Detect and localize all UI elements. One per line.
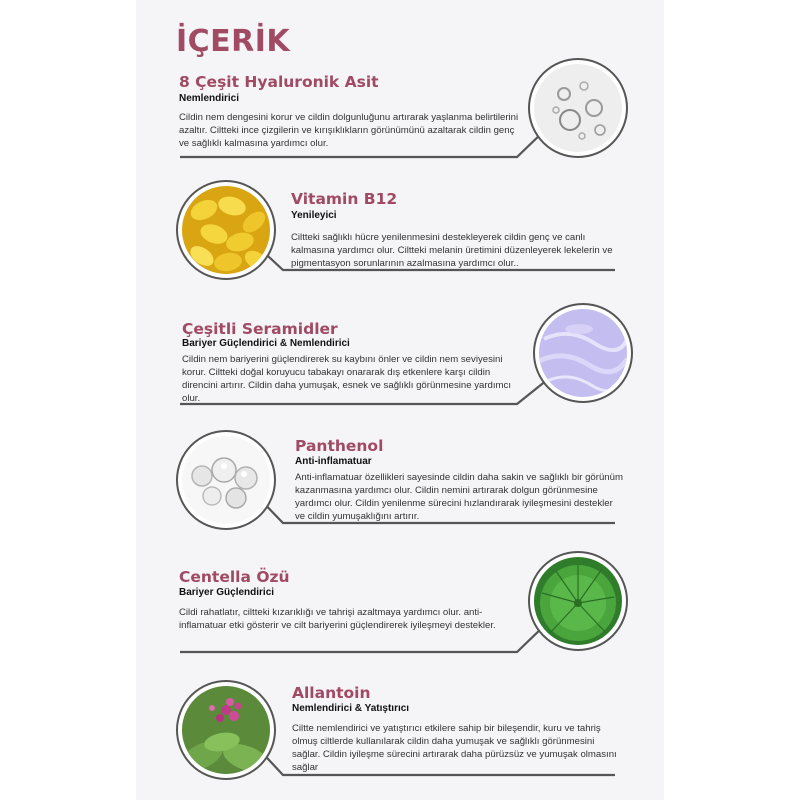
page-title: İÇERİK <box>176 24 291 59</box>
ingredient-image-frame <box>176 180 276 280</box>
ingredient-image-frame <box>176 680 276 780</box>
ingredient-subtitle: Nemlendirici <box>179 93 240 104</box>
ingredient-name: Panthenol <box>295 437 384 455</box>
ingredient-description: Cildin nem bariyerini güçlendirerek su kaybını önler ve cildin nem seviyesini korur. Ciltteki doğal koruyucu tabakayı onararak dış etkenlere karşı cildin direncini artırır. Cildin daha yumuşak, esnek ve sağlıklı görünmesine yardımcı olur. <box>182 354 511 404</box>
ingredient-subtitle: Bariyer Güçlendirici <box>179 587 275 598</box>
ingredient-image-frame <box>176 430 276 530</box>
lavender-cream-icon <box>539 309 627 397</box>
comfrey-flower-icon <box>182 686 270 774</box>
ingredient-description: Cildi rahatlatır, ciltteki kızarıklığı ve tahrişi azaltmaya yardımcı olur. anti-inflamatuar etki gösterir ve cilt bariyerini güçlendirerek iyileşmeyi destekler. <box>179 607 496 631</box>
ingredient-subtitle: Anti-inflamatuar <box>295 456 372 467</box>
ingredient-description: Ciltteki sağlıklı hücre yenilenmesini destekleyerek cildin genç ve canlı kalmasına yardımcı olur. Ciltteki melanin üretimini düzenleyerek lekelerin ve pigmentasyon sorunlarının azalmasına yardımcı olur.. <box>291 232 613 269</box>
ingredient-description: Anti-inflamatuar özellikleri sayesinde cildin daha sakin ve sağlıklı bir görünüm kazanmasına yardımcı olur. Cildin nemini artırarak dolgun görünmesine yardımcı olur. Cildin yenilenme sürecini hızlandırarak iyileşmesini destekler ve cildin yumuşaklığını artırır. <box>295 472 623 522</box>
ingredient-description: Ciltte nemlendirici ve yatıştırıcı etkilere sahip bir bileşendir, kuru ve tahriş olmuş ciltlerde kullanılarak cildin daha yumuşak ve sağlıklı görünmesini sağlar. Cildin iyileşme sürecini artırarak daha pürüzsüz ve yumuşak olmasını sağlar <box>292 723 617 773</box>
ingredient-description: Cildin nem dengesini korur ve cildin dolgunluğunu artırarak yaşlanma belirtilerini azaltır. Ciltteki ince çizgilerin ve kırışıklıkların görünümünü azaltarak cildin genç ve sağlıklı kalmasına yardımcı olur. <box>179 112 519 149</box>
ingredient-subtitle: Nemlendirici & Yatıştırıcı <box>292 703 410 714</box>
clear-gel-icon <box>182 436 270 524</box>
ingredient-name: 8 Çeşit Hyaluronik Asit <box>179 73 379 91</box>
ingredient-subtitle: Bariyer Güçlendirici & Nemlendirici <box>182 338 350 349</box>
ingredient-image-frame <box>533 303 633 403</box>
capsules-icon <box>182 186 270 274</box>
ingredient-name: Vitamin B12 <box>291 190 398 208</box>
water-drops-icon <box>534 64 622 152</box>
ingredient-image-frame <box>528 551 628 651</box>
ingredient-subtitle: Yenileyici <box>291 210 337 221</box>
ingredient-name: Çeşitli Seramidler <box>182 320 338 338</box>
ingredient-image-frame <box>528 58 628 158</box>
ingredient-name: Allantoin <box>292 684 371 702</box>
ingredient-name: Centella Özü <box>179 568 290 586</box>
centella-leaf-icon <box>534 557 622 645</box>
